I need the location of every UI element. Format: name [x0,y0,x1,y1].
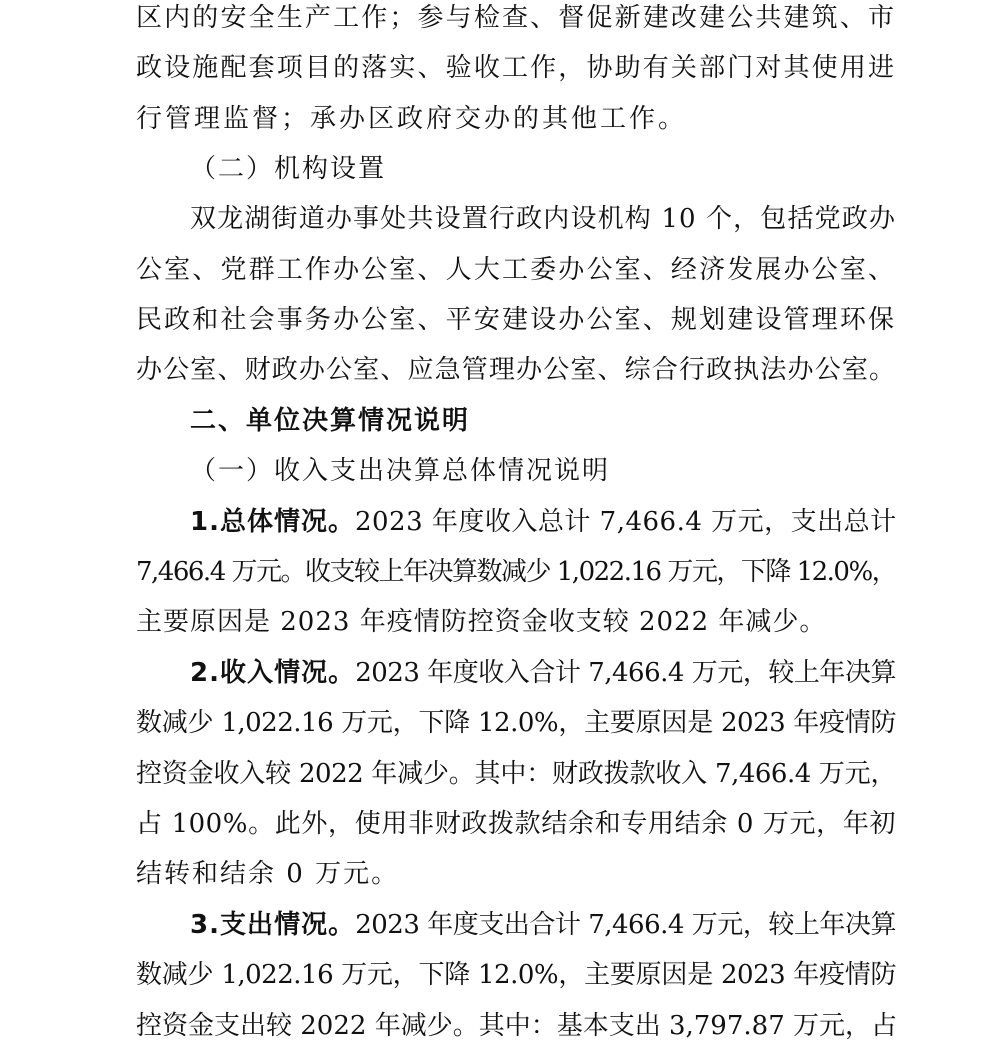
section-two-heading: 二、单位决算情况说明 [190,406,471,436]
duties-line-1: 区内的安全生产工作；参与检查、督促新建改建公共建筑、市 [136,3,896,33]
org-heading: （二）机构设置 [190,154,387,184]
income-line-4: 占 100%。此外，使用非财政拨款结余和专用结余 0 万元，年初 [136,809,896,839]
expense-label: 3.支出情况。 [190,910,356,940]
income-line-5: 结转和结余 0 万元。 [136,859,400,889]
overall-line-1-text: 2023 年度收入总计 7,466.4 万元，支出总计 [354,507,897,537]
overall-line-3: 主要原因是 2023 年疫情防控资金收支较 2022 年减少。 [136,607,827,637]
org-line-4: 办公室、财政办公室、应急管理办公室、综合行政执法办公室。 [136,355,896,385]
expense-line-3: 控资金支出较 2022 年减少。其中：基本支出 3,797.87 万元，占 [136,1011,898,1041]
overall-line-2: 7,466.4 万元。收支较上年决算数减少 1,022.16 万元，下降 12.0%， [136,557,897,587]
expense-line-1 [190,909,896,941]
section-two-subheading: （一）收入支出决算总体情况说明 [190,456,611,486]
income-line-2: 数减少 1,022.16 万元，下降 12.0%，主要原因是 2023 年疫情防 [136,708,896,738]
duties-line-2: 政设施配套项目的落实、验收工作，协助有关部门对其使用进 [136,53,896,83]
org-line-2: 公室、党群工作办公室、人大工委办公室、经济发展办公室、 [136,255,896,285]
duties-line-3: 行管理监督；承办区政府交办的其他工作。 [136,104,688,134]
income-line-1-text: 2023 年度收入合计 7,466.4 万元，较上年决算 [355,658,897,688]
overall-line-1 [190,506,896,538]
org-line-3: 民政和社会事务办公室、平安建设办公室、规划建设管理环保 [136,305,896,335]
expense-line-1-text: 2023 年度支出合计 7,466.4 万元，较上年决算 [355,910,897,940]
income-line-1 [190,657,896,689]
overall-label: 1.总体情况。 [190,507,355,537]
expense-line-2: 数减少 1,022.16 万元，下降 12.0%，主要原因是 2023 年疫情防 [136,960,896,990]
org-line-1: 双龙湖街道办事处共设置行政内设机构 10 个，包括党政办 [190,204,896,234]
income-label: 2.收入情况。 [190,658,356,688]
income-line-3: 控资金收入较 2022 年减少。其中：财政拨款收入 7,466.4 万元， [136,759,896,789]
